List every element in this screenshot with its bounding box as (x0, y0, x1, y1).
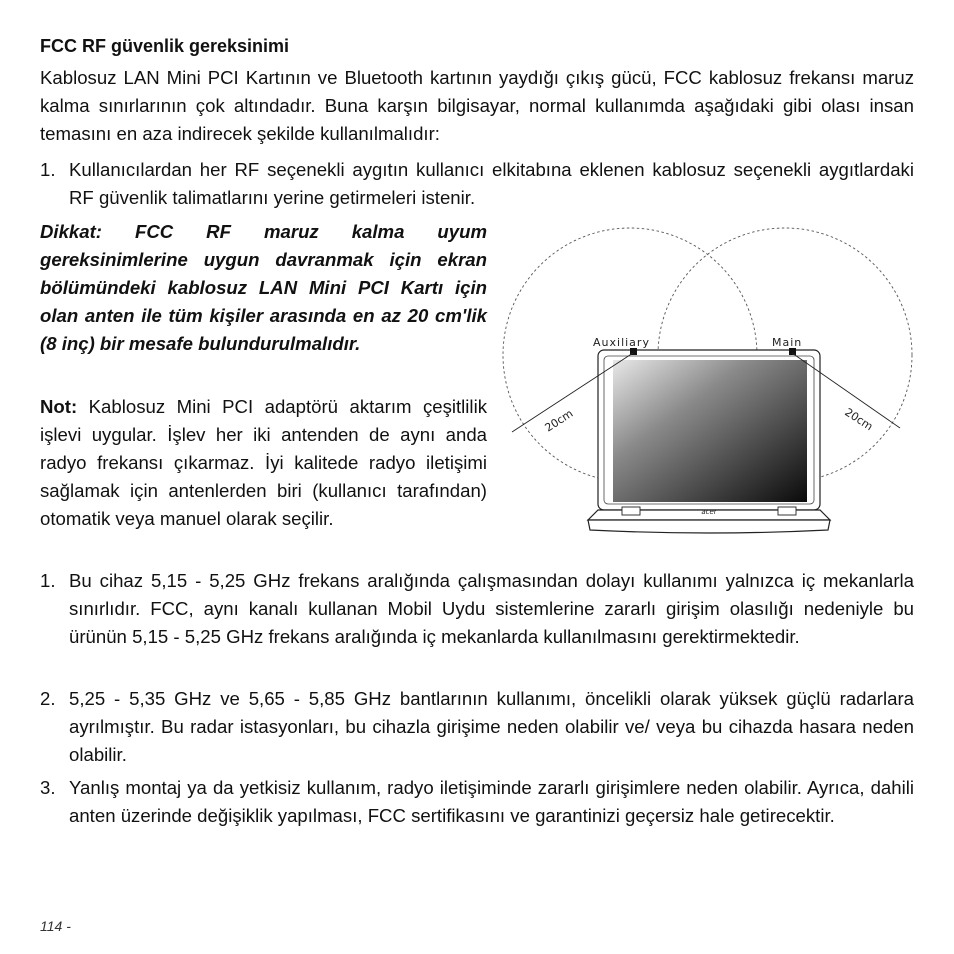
note-text: Kablosuz Mini PCI adaptörü aktarım çeşitlilik işlevi uygular. İşlev her iki antenden de aynı anda radyo frekansı çıkarmaz. İyi kalitede radyo iletişimi sağlamak için antenlerden biri (kullanıcı tarafından) otomatik veya manuel olarak seçilir. (40, 396, 487, 529)
list-text: Yanlış montaj ya da yetkisiz kullanım, radyo iletişiminde zararlı girişimlere neden olabilir. Ayrıca, dahili anten üzerinde değişiklik yapılması, FCC sertifikasını ve garantinizi geçersiz hale getirecektir. (69, 777, 914, 826)
section-heading: FCC RF güvenlik gereksinimi (40, 36, 290, 56)
intro-paragraph: Kablosuz LAN Mini PCI Kartının ve Bluetooth kartının yaydığı çıkış gücü, FCC kablosuz frekansı maruz kalma sınırlarının çok altındadır. Buna karşın bilgisayar, normal kullanımda aşağıdaki gibi olası insan temasını en aza indirecek şekilde kullanılmalıdır: (40, 67, 914, 144)
antenna-diagram (500, 220, 920, 550)
note-paragraph (40, 393, 487, 533)
warning-paragraph: Dikkat: FCC RF maruz kalma uyum gereksinimlerine uygun davranmak için ekran bölümündeki kablosuz LAN Mini PCI Kartı için olan anten ile tüm kişiler arasında en az 20 cm'lik (8 inç) bir mesafe bulundurulmalıdır. (40, 221, 487, 354)
page-number: 114 - (40, 918, 71, 934)
main-label: Main (772, 336, 803, 349)
list-number: 2. (40, 688, 56, 709)
list-number: 3. (40, 777, 56, 798)
laptop-screen (613, 360, 807, 502)
list-number: 1. (40, 159, 56, 180)
list-item (40, 156, 914, 212)
list-text: 5,25 - 5,35 GHz ve 5,65 - 5,85 GHz bantlarının kullanımı, öncelikli olarak yüksek güçlü radarlara ayrılmıştır. Bu radar istasyonları, bu cihazla girişime neden olabilir ve/ veya bu cihazda hasara neden olabilir. (69, 688, 914, 765)
left-distance-label: 20cm (542, 406, 576, 435)
brand-logo: acer (701, 508, 717, 516)
right-distance-label: 20cm (842, 405, 876, 434)
main-antenna-icon (789, 348, 796, 355)
note-label: Not: (40, 396, 78, 417)
list-item (40, 567, 914, 651)
list-item (40, 774, 914, 830)
list-text: Kullanıcılardan her RF seçenekli aygıtın kullanıcı elkitabına eklenen kablosuz seçenekli aygıtlardaki RF güvenlik talimatlarını yerine getirmeleri istenir. (69, 159, 914, 208)
list-item (40, 685, 914, 769)
list-number: 1. (40, 570, 56, 591)
auxiliary-label: Auxiliary (593, 336, 650, 349)
laptop-illustration (588, 350, 830, 533)
list-text: Bu cihaz 5,15 - 5,25 GHz frekans aralığında çalışmasından dolayı kullanımı yalnızca iç mekanlarla sınırlıdır. FCC, aynı kanalı kullanan Mobil Uydu sistemlerine zararlı girişim olasılığı nedeniyle bu ürünün 5,15 - 5,25 GHz frekans aralığında iç mekanlarda kullanılmasını gerektirmektedir. (69, 570, 914, 647)
